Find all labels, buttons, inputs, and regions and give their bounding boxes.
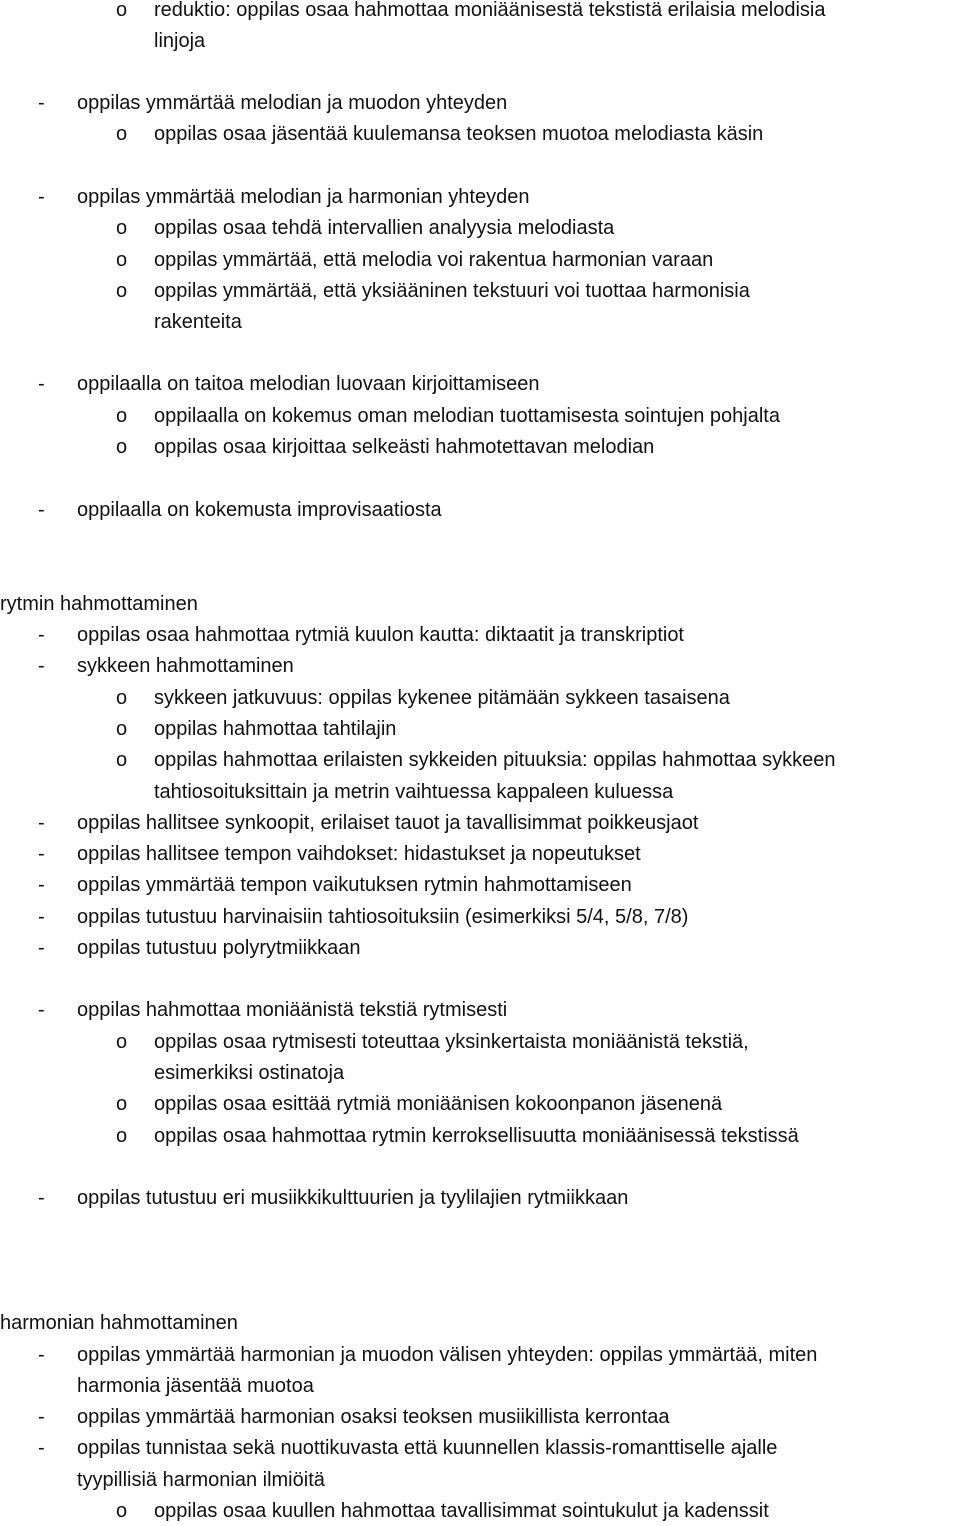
list-item-text: sykkeen jatkuvuus: oppilas kykenee pitämään sykkeen tasaisena bbox=[154, 687, 730, 709]
sub-bullet-marker: o bbox=[116, 280, 128, 302]
list-item bbox=[0, 1341, 960, 1369]
sub-bullet-marker: o bbox=[116, 1500, 128, 1522]
list-item bbox=[0, 277, 960, 305]
dash-bullet-marker: - bbox=[38, 843, 45, 865]
dash-bullet-marker: - bbox=[38, 874, 45, 896]
list-item-text: oppilas osaa rytmisesti toteuttaa yksinkertaista moniäänistä tekstiä, bbox=[154, 1031, 749, 1053]
list-item-text: oppilas osaa esittää rytmiä moniäänisen kokoonpanon jäsenenä bbox=[154, 1093, 723, 1115]
list-item-text: oppilas osaa jäsentää kuulemansa teoksen muotoa melodiasta käsin bbox=[154, 123, 764, 145]
list-item bbox=[0, 809, 960, 837]
list-item-text: oppilas ymmärtää harmonian osaksi teoksen musiikillista kerrontaa bbox=[77, 1406, 670, 1428]
sub-bullet-marker: o bbox=[116, 0, 128, 21]
list-item-text: oppilas hahmottaa erilaisten sykkeiden pituuksia: oppilas hahmottaa sykkeen bbox=[154, 749, 836, 771]
list-item-continuation bbox=[0, 1372, 960, 1400]
section-heading-text: rytmin hahmottaminen bbox=[0, 593, 198, 615]
list-item bbox=[0, 433, 960, 461]
list-item-text: oppilaalla on taitoa melodian luovaan kirjoittamiseen bbox=[77, 373, 540, 395]
list-item-text: esimerkiksi ostinatoja bbox=[154, 1062, 345, 1084]
sub-bullet-marker: o bbox=[116, 749, 128, 771]
list-item-text: oppilas tutustuu polyrytmiikkaan bbox=[77, 937, 361, 959]
dash-bullet-marker: - bbox=[38, 937, 45, 959]
sub-bullet-marker: o bbox=[116, 123, 128, 145]
sub-bullet-marker: o bbox=[116, 1125, 128, 1147]
dash-bullet-marker: - bbox=[38, 624, 45, 646]
dash-bullet-marker: - bbox=[38, 906, 45, 928]
list-item-text: harmonia jäsentää muotoa bbox=[77, 1375, 314, 1397]
list-item bbox=[0, 684, 960, 712]
list-item bbox=[0, 214, 960, 242]
list-item-continuation bbox=[0, 1466, 960, 1494]
dash-bullet-marker: - bbox=[38, 999, 45, 1021]
list-item bbox=[0, 652, 960, 680]
list-item bbox=[0, 402, 960, 430]
sub-bullet-marker: o bbox=[116, 405, 128, 427]
sub-bullet-marker: o bbox=[116, 1031, 128, 1053]
list-item-text: oppilas tutustuu harvinaisiin tahtiosoituksiin (esimerkiksi 5/4, 5/8, 7/8) bbox=[77, 906, 689, 928]
dash-bullet-marker: - bbox=[38, 1344, 45, 1366]
dash-bullet-marker: - bbox=[38, 1406, 45, 1428]
list-item bbox=[0, 1028, 960, 1056]
section-heading bbox=[0, 590, 960, 618]
list-item-continuation bbox=[0, 308, 960, 336]
list-item-continuation bbox=[0, 778, 960, 806]
list-item bbox=[0, 246, 960, 274]
list-item-text: oppilas osaa hahmottaa rytmin kerroksellisuutta moniäänisessä tekstissä bbox=[154, 1125, 799, 1147]
list-item-text: tyypillisiä harmonian ilmiöitä bbox=[77, 1469, 325, 1491]
section-heading bbox=[0, 1309, 960, 1337]
list-item-continuation bbox=[0, 1059, 960, 1087]
list-item-text: oppilas ymmärtää, että yksiääninen tekstuuri voi tuottaa harmonisia bbox=[154, 280, 750, 302]
list-item bbox=[0, 1122, 960, 1150]
list-item-text: oppilas hallitsee synkoopit, erilaiset tauot ja tavallisimmat poikkeusjaot bbox=[77, 812, 699, 834]
list-item-text: oppilas tunnistaa sekä nuottikuvasta että kuunnellen klassis-romanttiselle ajalle bbox=[77, 1437, 778, 1459]
dash-bullet-marker: - bbox=[38, 92, 45, 114]
list-item-text: tahtiosoituksittain ja metrin vaihtuessa kappaleen kuluessa bbox=[154, 781, 674, 803]
list-item bbox=[0, 1184, 960, 1212]
list-item-text: oppilas hahmottaa tahtilajin bbox=[154, 718, 397, 740]
list-item-text: oppilas tutustuu eri musiikkikulttuurien ja tyylilajien rytmiikkaan bbox=[77, 1187, 629, 1209]
list-item bbox=[0, 370, 960, 398]
dash-bullet-marker: - bbox=[38, 655, 45, 677]
list-item bbox=[0, 1434, 960, 1462]
list-item-text: oppilas osaa kirjoittaa selkeästi hahmotettavan melodian bbox=[154, 436, 655, 458]
list-item-text: oppilas ymmärtää tempon vaikutuksen rytmin hahmottamiseen bbox=[77, 874, 632, 896]
list-item bbox=[0, 1497, 960, 1525]
list-item-text: oppilas hahmottaa moniäänistä tekstiä rytmisesti bbox=[77, 999, 508, 1021]
dash-bullet-marker: - bbox=[38, 373, 45, 395]
sub-bullet-marker: o bbox=[116, 217, 128, 239]
list-item bbox=[0, 746, 960, 774]
list-item bbox=[0, 0, 960, 24]
list-item bbox=[0, 120, 960, 148]
sub-bullet-marker: o bbox=[116, 1093, 128, 1115]
dash-bullet-marker: - bbox=[38, 1187, 45, 1209]
sub-bullet-marker: o bbox=[116, 436, 128, 458]
list-item bbox=[0, 871, 960, 899]
sub-bullet-marker: o bbox=[116, 718, 128, 740]
dash-bullet-marker: - bbox=[38, 186, 45, 208]
list-item bbox=[0, 621, 960, 649]
list-item-text: oppilaalla on kokemusta improvisaatiosta bbox=[77, 499, 442, 521]
list-item bbox=[0, 1403, 960, 1431]
list-item-text: oppilas ymmärtää, että melodia voi rakentua harmonian varaan bbox=[154, 249, 714, 271]
list-item-text: oppilas ymmärtää melodian ja muodon yhteyden bbox=[77, 92, 508, 114]
list-item-text: sykkeen hahmottaminen bbox=[77, 655, 294, 677]
list-item bbox=[0, 934, 960, 962]
list-item bbox=[0, 1090, 960, 1118]
list-item-text: linjoja bbox=[154, 30, 206, 52]
list-item-text: oppilas hallitsee tempon vaihdokset: hidastukset ja nopeutukset bbox=[77, 843, 641, 865]
list-item bbox=[0, 715, 960, 743]
list-item-text: rakenteita bbox=[154, 311, 242, 333]
list-item-continuation bbox=[0, 27, 960, 55]
dash-bullet-marker: - bbox=[38, 1437, 45, 1459]
list-item bbox=[0, 183, 960, 211]
list-item bbox=[0, 89, 960, 117]
sub-bullet-marker: o bbox=[116, 249, 128, 271]
list-item-text: oppilas osaa kuullen hahmottaa tavallisimmat sointukulut ja kadenssit bbox=[154, 1500, 769, 1522]
list-item-text: oppilas ymmärtää harmonian ja muodon välisen yhteyden: oppilas ymmärtää, miten bbox=[77, 1344, 818, 1366]
list-item-text: oppilas osaa tehdä intervallien analyysia melodiasta bbox=[154, 217, 615, 239]
dash-bullet-marker: - bbox=[38, 812, 45, 834]
list-item-text: oppilas ymmärtää melodian ja harmonian yhteyden bbox=[77, 186, 530, 208]
sub-bullet-marker: o bbox=[116, 687, 128, 709]
list-item-text: reduktio: oppilas osaa hahmottaa moniäänisestä tekstistä erilaisia melodisia bbox=[154, 0, 826, 21]
list-item bbox=[0, 903, 960, 931]
dash-bullet-marker: - bbox=[38, 499, 45, 521]
list-item bbox=[0, 840, 960, 868]
list-item bbox=[0, 496, 960, 524]
list-item bbox=[0, 996, 960, 1024]
section-heading-text: harmonian hahmottaminen bbox=[0, 1312, 238, 1334]
list-item-text: oppilaalla on kokemus oman melodian tuottamisesta sointujen pohjalta bbox=[154, 405, 780, 427]
list-item-text: oppilas osaa hahmottaa rytmiä kuulon kautta: diktaatit ja transkriptiot bbox=[77, 624, 684, 646]
